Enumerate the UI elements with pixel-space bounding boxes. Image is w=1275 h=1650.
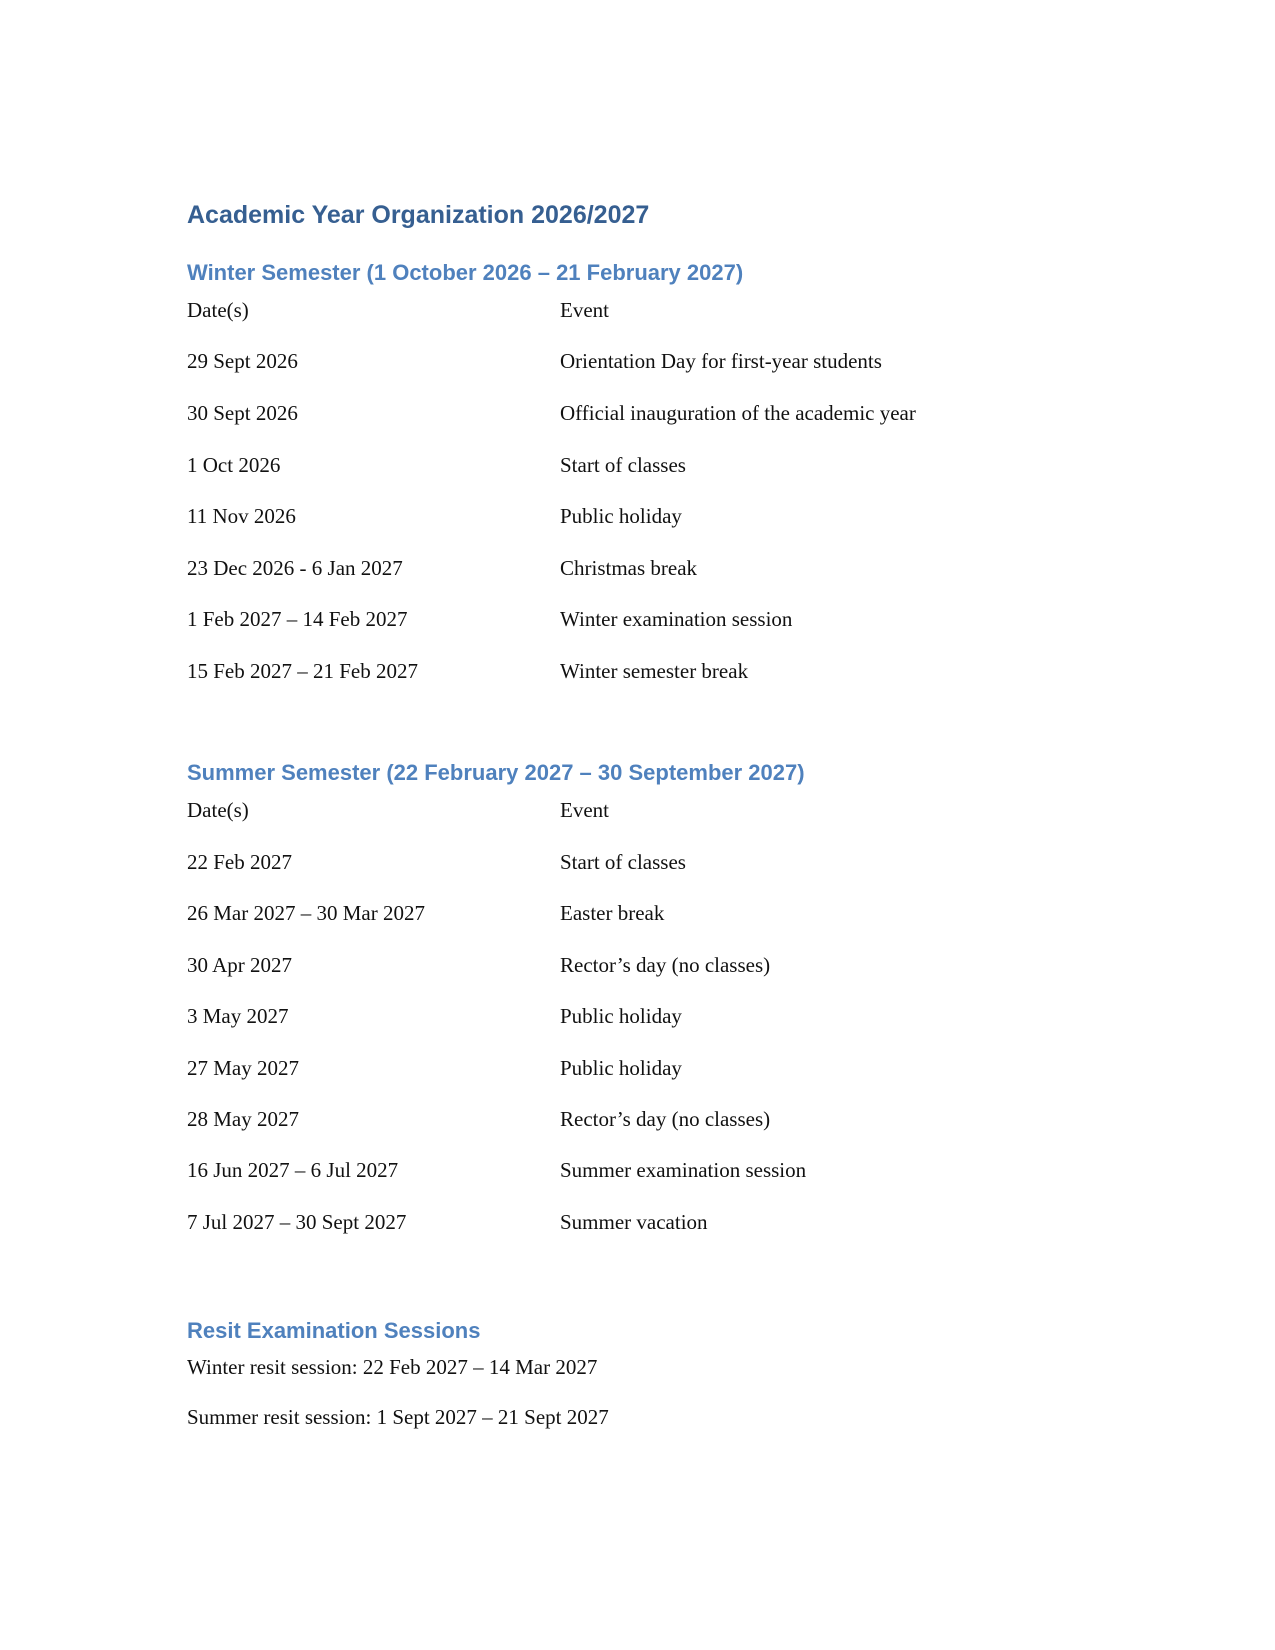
row-date: 26 Mar 2027 – 30 Mar 2027 xyxy=(187,901,425,925)
row-event: Orientation Day for first-year students xyxy=(560,349,882,373)
row-date: 15 Feb 2027 – 21 Feb 2027 xyxy=(187,659,418,683)
table-row xyxy=(187,953,1087,983)
row-event: Official inauguration of the academic year xyxy=(560,401,916,425)
row-date: 28 May 2027 xyxy=(187,1107,299,1131)
summer-table-header xyxy=(187,798,1087,828)
table-row xyxy=(187,1004,1087,1034)
row-event: Summer examination session xyxy=(560,1158,807,1182)
table-row xyxy=(187,1056,1087,1086)
table-row xyxy=(187,401,1087,431)
winter-header-event: Event xyxy=(560,298,609,322)
table-row xyxy=(187,453,1087,483)
table-row xyxy=(187,850,1087,880)
row-event: Start of classes xyxy=(560,453,686,477)
winter-resit-line: Winter resit session: 22 Feb 2027 – 14 Mar 2027 xyxy=(187,1355,598,1379)
row-event: Rector’s day (no classes) xyxy=(560,1107,771,1131)
summer-resit-line: Summer resit session: 1 Sept 2027 – 21 Sept 2027 xyxy=(187,1405,609,1429)
summer-header-event: Event xyxy=(560,798,609,822)
row-date: 7 Jul 2027 – 30 Sept 2027 xyxy=(187,1210,407,1234)
row-date: 1 Feb 2027 – 14 Feb 2027 xyxy=(187,607,408,631)
table-row xyxy=(187,607,1087,637)
row-event: Public holiday xyxy=(560,504,682,528)
row-event: Start of classes xyxy=(560,850,686,874)
row-event: Winter examination session xyxy=(560,607,793,631)
table-row xyxy=(187,1158,1087,1188)
row-date: 3 May 2027 xyxy=(187,1004,289,1028)
row-event: Easter break xyxy=(560,901,665,925)
row-date: 22 Feb 2027 xyxy=(187,850,292,874)
document-title: Academic Year Organization 2026/2027 xyxy=(187,201,650,229)
row-event: Public holiday xyxy=(560,1056,682,1080)
table-row xyxy=(187,1210,1087,1240)
winter-table-header xyxy=(187,298,1087,328)
winter-header-date: Date(s) xyxy=(187,298,249,322)
row-date: 16 Jun 2027 – 6 Jul 2027 xyxy=(187,1158,399,1182)
row-event: Rector’s day (no classes) xyxy=(560,953,771,977)
row-event: Christmas break xyxy=(560,556,698,580)
row-date: 27 May 2027 xyxy=(187,1056,299,1080)
table-row xyxy=(187,504,1087,534)
row-date: 23 Dec 2026 - 6 Jan 2027 xyxy=(187,556,403,580)
resit-heading: Resit Examination Sessions xyxy=(187,1318,481,1343)
row-event: Winter semester break xyxy=(560,659,749,683)
summer-semester-heading: Summer Semester (22 February 2027 – 30 September 2027) xyxy=(187,760,805,785)
row-date: 29 Sept 2026 xyxy=(187,349,298,373)
table-row xyxy=(187,659,1087,689)
row-event: Summer vacation xyxy=(560,1210,708,1234)
row-date: 30 Sept 2026 xyxy=(187,401,298,425)
table-row xyxy=(187,556,1087,586)
row-date: 30 Apr 2027 xyxy=(187,953,292,977)
table-row xyxy=(187,901,1087,931)
row-event: Public holiday xyxy=(560,1004,682,1028)
summer-header-date: Date(s) xyxy=(187,798,249,822)
row-date: 11 Nov 2026 xyxy=(187,504,296,528)
table-row xyxy=(187,1107,1087,1137)
table-row xyxy=(187,349,1087,379)
row-date: 1 Oct 2026 xyxy=(187,453,281,477)
winter-semester-heading: Winter Semester (1 October 2026 – 21 February 2027) xyxy=(187,260,744,285)
